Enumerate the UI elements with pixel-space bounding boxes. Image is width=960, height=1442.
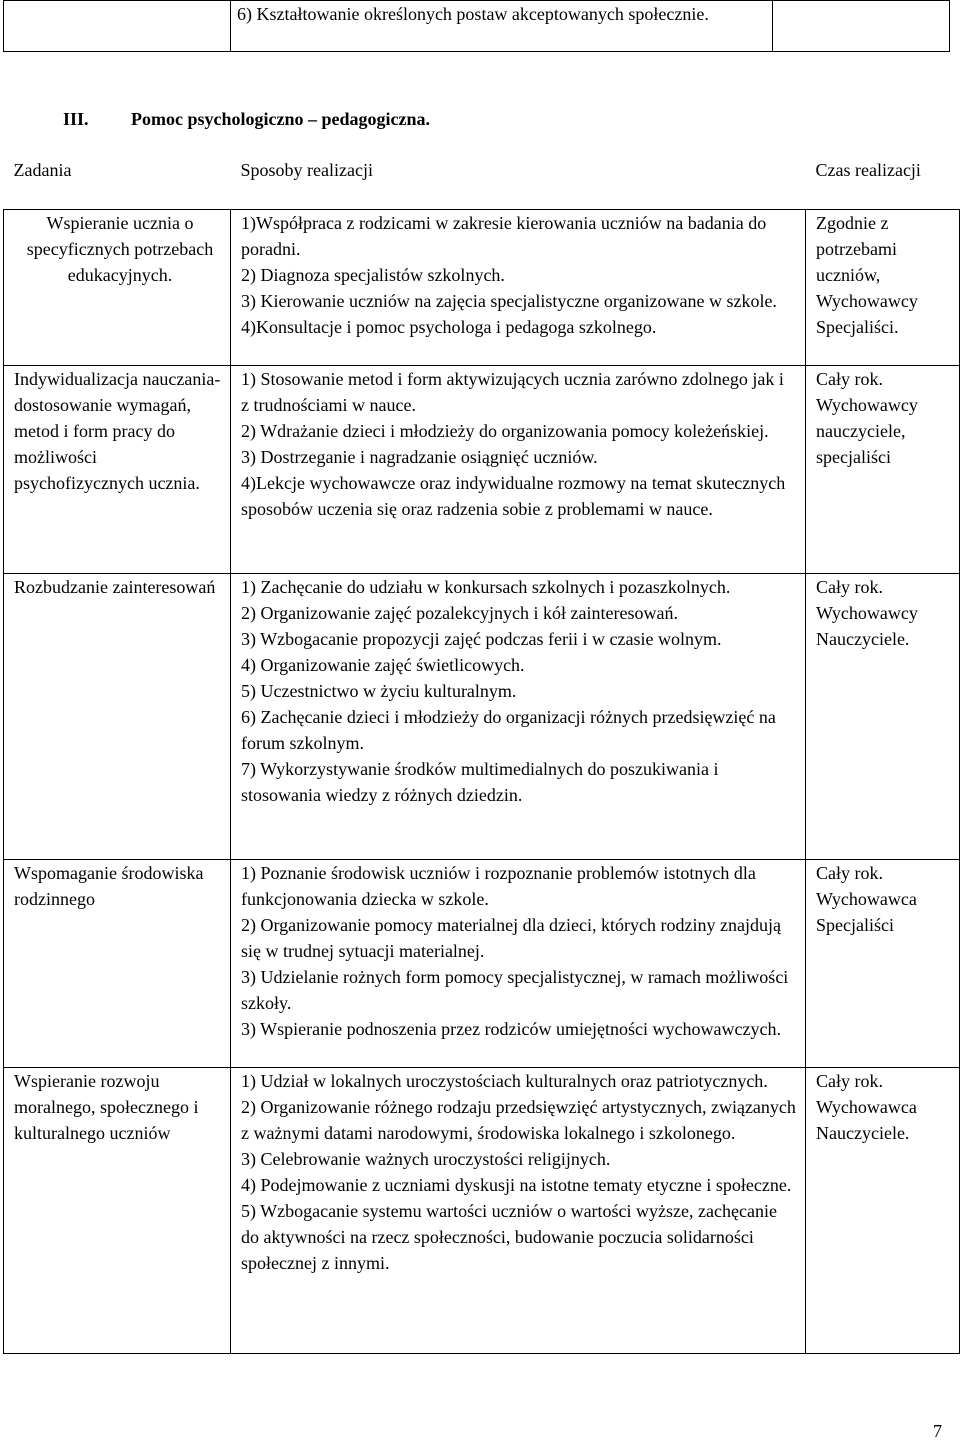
- time-cell: Cały rok. Wychowawca Specjaliści: [806, 860, 960, 1068]
- table-row: [4, 1068, 960, 1354]
- time-cell: Cały rok. Wychowawcy Nauczyciele.: [806, 574, 960, 860]
- table-row: [4, 860, 960, 1068]
- method-item: 2) Organizowanie różnego rodzaju przedsięwzięć artystycznych, związanych z ważnymi datami narodowymi, środowiska lokalnego i szkolonego.: [241, 1097, 796, 1143]
- methods-cell: [231, 1068, 806, 1354]
- method-item: 3) Wzbogacanie propozycji zajęć podczas ferii i w czasie wolnym.: [241, 629, 722, 649]
- method-item: 1) Poznanie środowisk uczniów i rozpoznanie problemów istotnych dla funkcjonowania dziecka w szkole.: [241, 863, 756, 909]
- header-tasks: Zadania: [13, 160, 72, 180]
- task-cell: Wspomaganie środowiska rodzinnego: [4, 860, 231, 1068]
- empty-cell: [773, 1, 950, 52]
- header-time: Czas realizacji: [815, 160, 921, 180]
- methods-cell: [231, 574, 806, 860]
- method-item: 1)Współpraca z rodzicami w zakresie kierowania uczniów na badania do poradni.: [241, 213, 767, 259]
- section-number: III.: [63, 109, 89, 129]
- method-item: 3) Dostrzeganie i nagradzanie osiągnięć uczniów.: [241, 447, 598, 467]
- method-item: 5) Uczestnictwo w życiu kulturalnym.: [241, 681, 517, 701]
- continuation-text: 6) Kształtowanie określonych postaw akceptowanych społecznie.: [231, 1, 773, 52]
- method-item: 5) Wzbogacanie systemu wartości uczniów o wartości wyższe, zachęcanie do aktywności na rzecz społeczności, budowanie poczucia solidarności społecznej z innymi.: [241, 1201, 777, 1273]
- method-item: 6) Zachęcanie dzieci i młodzieży do organizacji różnych przedsięwzięć na forum szkolnym.: [241, 707, 776, 753]
- method-item: 2) Organizowanie pomocy materialnej dla dzieci, których rodziny znajdują się w trudnej sytuacji materialnej.: [241, 915, 781, 961]
- time-cell: Cały rok. Wychowawcy nauczyciele, specjaliści: [806, 366, 960, 574]
- method-item: 1) Zachęcanie do udziału w konkursach szkolnych i pozaszkolnych.: [241, 577, 731, 597]
- methods-cell: [231, 210, 806, 366]
- task-cell: Wspieranie rozwoju moralnego, społecznego i kulturalnego uczniów: [4, 1068, 231, 1354]
- method-item: 4)Konsultacje i pomoc psychologa i pedagoga szkolnego.: [241, 317, 657, 337]
- table-row: [4, 574, 960, 860]
- method-item: 3) Kierowanie uczniów na zajęcia specjalistyczne organizowane w szkole.: [241, 291, 777, 311]
- method-item: 4) Podejmowanie z uczniami dyskusji na istotne tematy etyczne i społeczne.: [241, 1175, 792, 1195]
- method-item: 4) Organizowanie zajęć świetlicowych.: [241, 655, 525, 675]
- task-cell: Wspieranie ucznia o specyficznych potrzebach edukacyjnych.: [4, 210, 231, 366]
- method-item: 2) Organizowanie zajęć pozalekcyjnych i kół zainteresowań.: [241, 603, 678, 623]
- top-continuation-table: [3, 0, 950, 52]
- method-item: 4)Lekcje wychowawcze oraz indywidualne rozmowy na temat skutecznych sposobów uczenia się oraz radzenia sobie z problemami w nauce.: [241, 473, 786, 519]
- method-item: 3) Wspieranie podnoszenia przez rodziców umiejętności wychowawczych.: [241, 1019, 781, 1039]
- time-cell: Cały rok. Wychowawca Nauczyciele.: [806, 1068, 960, 1354]
- section-heading: [0, 106, 960, 132]
- task-cell: Rozbudzanie zainteresowań: [4, 574, 231, 860]
- table-header-row: [4, 157, 960, 210]
- methods-cell: [231, 366, 806, 574]
- methods-cell: [231, 860, 806, 1068]
- section-title: Pomoc psychologiczno – pedagogiczna.: [131, 109, 430, 129]
- empty-cell: [4, 1, 231, 52]
- time-cell: Zgodnie z potrzebami uczniów, Wychowawcy Specjaliści.: [806, 210, 960, 366]
- method-item: 3) Celebrowanie ważnych uroczystości religijnych.: [241, 1149, 611, 1169]
- method-item: 3) Udzielanie rożnych form pomocy specjalistycznej, w ramach możliwości szkoły.: [241, 967, 789, 1013]
- page-number: 7: [933, 1421, 942, 1441]
- method-item: 1) Stosowanie metod i form aktywizujących ucznia zarówno zdolnego jak i z trudnościami w nauce.: [241, 369, 784, 415]
- table-row: [4, 1, 950, 52]
- method-item: 1) Udział w lokalnych uroczystościach kulturalnych oraz patriotycznych.: [241, 1071, 768, 1091]
- table-row: [4, 210, 960, 366]
- header-methods: Sposoby realizacji: [240, 160, 373, 180]
- table-row: [4, 366, 960, 574]
- method-item: 2) Diagnoza specjalistów szkolnych.: [241, 265, 505, 285]
- support-table: [3, 157, 960, 1354]
- method-item: 2) Wdrażanie dzieci i młodzieży do organizowania pomocy koleżeńskiej.: [241, 421, 769, 441]
- method-item: 7) Wykorzystywanie środków multimedialnych do poszukiwania i stosowania wiedzy z różnych dziedzin.: [241, 759, 719, 805]
- task-cell: Indywidualizacja nauczania- dostosowanie wymagań, metod i form pracy do możliwości psychofizycznych ucznia.: [4, 366, 231, 574]
